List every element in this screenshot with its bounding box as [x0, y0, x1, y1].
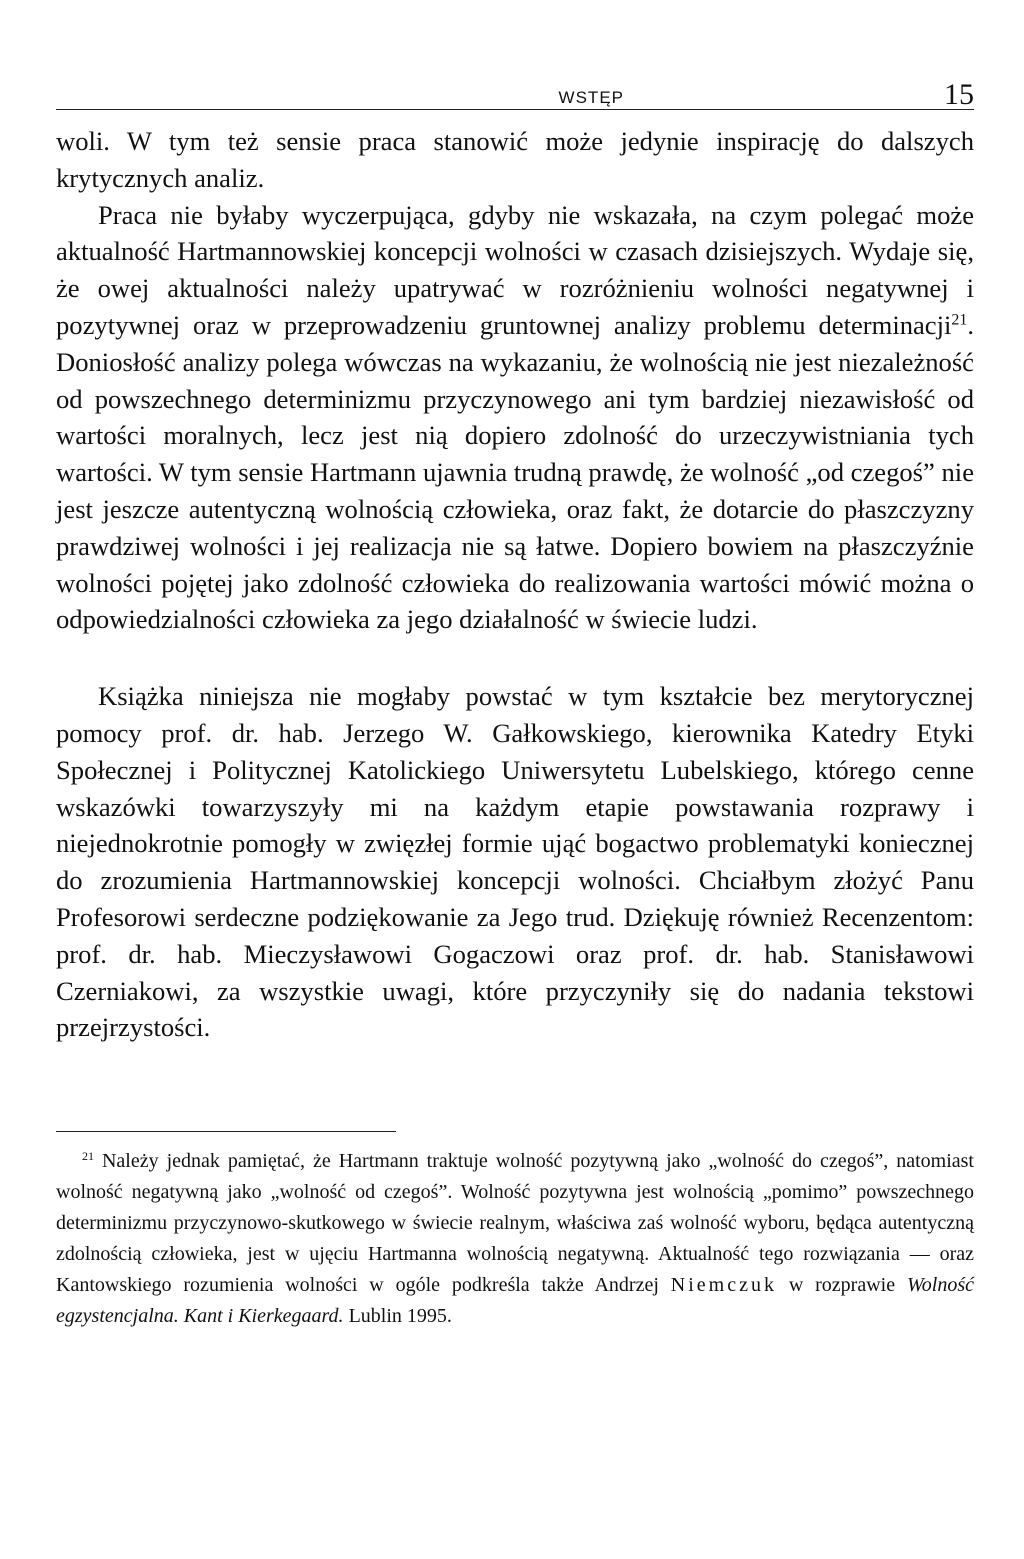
footnote-text-a: Należy jednak pamiętać, że Hartmann traktuje wolność pozytywną jako „wolność do czegoś”, natomiast wolność negatywną jako „wolność od czegoś”. Wolność pozytywna jest wolnością „pomimo” powszechnego determinizmu przyczynowo-skutkowego w świecie realnym, właściwa zaś wolność wyboru, będąca autentyczną zdolnością człowieka, jest w ujęciu Hartmanna wolnością negatywną. Aktualność tego rozwiązania — oraz Kantowskiego rozumienia wolności w ogóle podkreśla także Andrzej	[56, 1150, 974, 1296]
page-header	[56, 78, 974, 112]
footnote-separator	[56, 1131, 396, 1132]
footnote-text-c: Lublin 1995.	[343, 1305, 452, 1327]
running-head: WSTĘP	[558, 88, 624, 107]
footnote-reference: 21	[951, 311, 968, 329]
header-rule	[56, 109, 974, 110]
paragraph-2-part-b: . Doniosłość analizy polega wówczas na wykazaniu, że wolnością nie jest niezależność od powszechnego determinizmu przyczynowego ani tym bardziej niezawisłość od wartości moralnych, lecz jest nią dopiero zdolność do urzeczywistniania tych wartości. W tym sensie Hartmann ujawnia trudną prawdę, że wolność „od czegoś” nie jest jeszcze autentyczną wolnością człowieka, oraz fakt, że dotarcie do płaszczyzny prawdziwej wolności i jej realizacja nie są łatwe. Dopiero bowiem na płaszczyźnie wolności pojętej jako zdolność człowieka do realizowania wartości mówić można o odpowiedzialności człowieka za jego działalność w świecie ludzi.	[56, 309, 974, 635]
footnote	[56, 1146, 974, 1332]
footnote-number: 21	[82, 1148, 94, 1163]
footnote-text-b: w rozprawie	[776, 1274, 907, 1296]
page-number: 15	[944, 78, 974, 111]
footnote-book-title: Wolność egzystencjalna. Kant i Kierkegaard.	[56, 1274, 974, 1327]
paragraph-1: woli. W tym też sensie praca stanowić może jedynie inspirację do dalszych krytycznych analiz.	[56, 126, 974, 193]
section-gap	[56, 638, 974, 678]
paragraph-2	[56, 197, 974, 639]
acknowledgements-paragraph: Książka niniejsza nie mogłaby powstać w tym kształcie bez merytorycznej pomocy prof. dr. hab. Jerzego W. Gałkowskiego, kierownika Katedry Etyki Społecznej i Politycznej Katolickiego Uniwersytetu Lubelskiego, którego cenne wskazówki towarzyszyły mi na każdym etapie powstawania rozprawy i niejednokrotnie pomogły w zwięzłej formie ująć bogactwo problematyki koniecznej do zrozumienia Hartmannowskiej koncepcji wolności. Chciałbym złożyć Panu Profesorowi serdeczne podziękowanie za Jego trud. Dziękuję również Recenzentom: prof. dr. hab. Mieczysławowi Gogaczowi oraz prof. dr. hab. Stanisławowi Czerniakowi, za wszystkie uwagi, które przyczyniły się do nadania tekstowi przejrzystości.	[56, 681, 974, 1043]
footnote-author: Niemczuk	[670, 1274, 777, 1296]
main-text	[56, 123, 974, 1046]
paragraph-2-part-a: Praca nie byłaby wyczerpująca, gdyby nie wskazała, na czym polegać może aktualność Hartmannowskiej koncepcji wolności w czasach dzisiejszych. Wydaje się, że owej aktualności należy upatrywać w rozróżnieniu wolności negatywnej i pozytywnej oraz w przeprowadzeniu gruntownej analizy problemu determinacji	[56, 199, 974, 340]
